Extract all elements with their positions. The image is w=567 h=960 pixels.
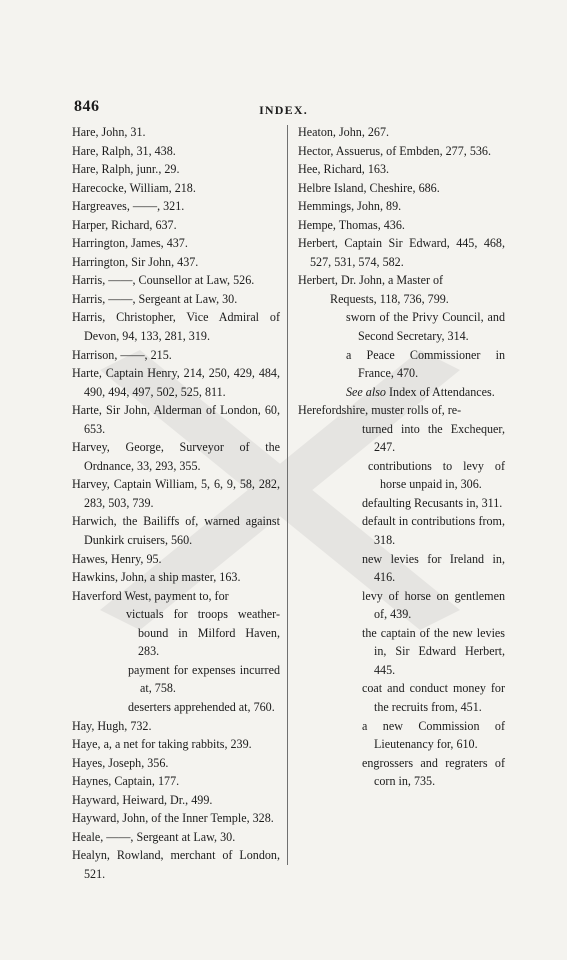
index-entry: Harwich, the Bailiffs of, warned against Dunkirk cruisers, 560. xyxy=(72,514,280,548)
index-subentry: deserters apprehended at, 760. xyxy=(128,699,275,714)
index-subentry: new levies for Ireland in, 416. xyxy=(362,551,505,585)
index-entry: Haverford West, payment to, for xyxy=(72,588,229,603)
index-entry: Hector, Assuerus, of Embden, 277, 536. xyxy=(298,143,491,158)
index-entry: Hemmings, John, 89. xyxy=(298,199,402,214)
index-subentry: levy of horse on gentlemen of, 439. xyxy=(362,588,505,622)
index-entry: Herefordshire, muster rolls of, re- xyxy=(298,403,462,418)
index-entry: Hay, Hugh, 732. xyxy=(72,718,152,733)
index-entry: Harris, ——, Counsellor at Law, 526. xyxy=(72,273,255,288)
column-divider xyxy=(287,125,288,865)
index-entry: Haynes, Captain, 177. xyxy=(72,774,180,789)
index-entry: Hayward, John, of the Inner Temple, 328. xyxy=(72,811,274,826)
index-entry: Healyn, Rowland, merchant of London, 521. xyxy=(72,848,280,881)
index-entry: Hare, John, 31. xyxy=(72,125,146,139)
index-entry: Helbre Island, Cheshire, 686. xyxy=(298,180,440,195)
index-subentry: coat and conduct money for the recruits from, 451. xyxy=(362,681,505,714)
cross-reference-label: See also xyxy=(346,384,386,399)
page-number: 846 xyxy=(74,98,100,115)
index-entry: Harper, Richard, 637. xyxy=(72,217,177,232)
index-entry: Hare, Ralph, 31, 438. xyxy=(72,143,176,158)
index-subentry: a new Commission of Lieutenancy for, 610. xyxy=(362,718,505,752)
index-subentry: a Peace Commissioner in France, 470. xyxy=(346,347,505,381)
index-entry: Heaton, John, 267. xyxy=(298,125,390,139)
index-entry: Hawkins, John, a ship master, 163. xyxy=(72,570,241,585)
index-entry: Haye, a, a net for taking rabbits, 239. xyxy=(72,737,252,752)
index-subentry: contributions to levy of horse unpaid in, 306. xyxy=(368,458,505,492)
index-column-right xyxy=(298,123,505,791)
index-entry: Harecocke, William, 218. xyxy=(72,180,196,195)
index-subentry: defaulting Recusants in, 311. xyxy=(362,495,503,510)
index-entry: Harvey, George, Surveyor of the Ordnance, 33, 293, 355. xyxy=(72,440,280,473)
index-entry: Hare, Ralph, junr., 29. xyxy=(72,162,180,177)
index-entry: Harte, Captain Henry, 214, 250, 429, 484, 490, 494, 497, 502, 525, 811. xyxy=(72,366,280,399)
index-subentry: victuals for troops weather-bound in Milford Haven, 283. xyxy=(126,607,280,659)
index-entry: Harrington, Sir John, 437. xyxy=(72,254,199,269)
index-entry: Hawes, Henry, 95. xyxy=(72,551,162,566)
index-subentry: sworn of the Privy Council, and Second Secretary, 314. xyxy=(346,310,505,344)
index-subentry: engrossers and regraters of corn in, 735. xyxy=(362,755,505,789)
index-entry: Harrington, James, 437. xyxy=(72,236,188,251)
index-entry: Hayes, Joseph, 356. xyxy=(72,755,169,770)
index-column-left xyxy=(72,123,280,883)
index-subentry: payment for expenses incurred at, 758. xyxy=(128,662,280,696)
index-entry: Herbert, Dr. John, a Master of xyxy=(298,273,444,288)
index-entry: Harvey, Captain William, 5, 6, 9, 58, 282, 283, 503, 739. xyxy=(72,477,280,510)
index-entry: Harrison, ——, 215. xyxy=(72,347,172,362)
index-entry: Heale, ——, Sergeant at Law, 30. xyxy=(72,829,236,844)
index-subentry: the captain of the new levies in, Sir Edward Herbert, 445. xyxy=(362,625,505,677)
index-entry: Hee, Richard, 163. xyxy=(298,162,390,177)
index-entry: Hayward, Heiward, Dr., 499. xyxy=(72,792,213,807)
index-entry: Herbert, Captain Sir Edward, 445, 468, 527, 531, 574, 582. xyxy=(298,236,505,269)
index-entry: Hargreaves, ——, 321. xyxy=(72,199,185,214)
index-entry: Harris, ——, Sergeant at Law, 30. xyxy=(72,291,238,306)
index-entry: Harte, Sir John, Alderman of London, 60, 653. xyxy=(72,403,280,436)
index-entry: Harris, Christopher, Vice Admiral of Devon, 94, 133, 281, 319. xyxy=(72,310,280,344)
index-entry: Hempe, Thomas, 436. xyxy=(298,217,405,232)
index-subentry: Requests, 118, 736, 799. xyxy=(330,291,449,306)
index-subentry: See also Index of Attendances. xyxy=(346,384,495,399)
index-subentry: turned into the Exchequer, 247. xyxy=(362,421,505,455)
index-subentry: default in contributions from, 318. xyxy=(362,514,505,548)
running-head: INDEX. xyxy=(259,103,308,117)
